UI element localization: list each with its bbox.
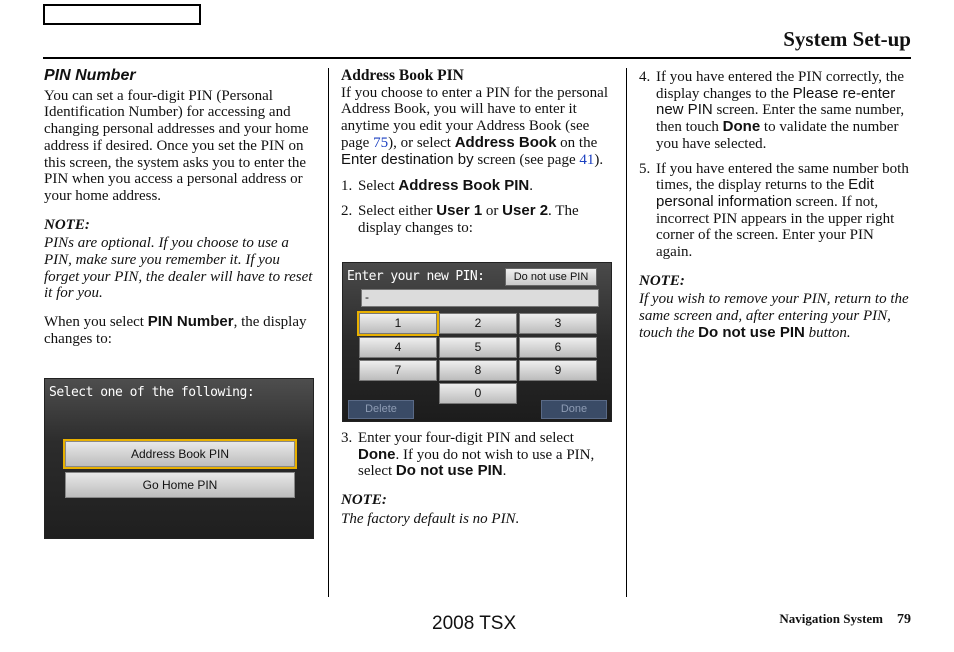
text-span: screen. Enter the same number, then touch (656, 102, 905, 136)
key-term: Address Book PIN (398, 177, 530, 195)
text-span: Enter your four-digit PIN and select (358, 430, 574, 446)
text-span: or (482, 202, 503, 219)
key-term: Done (722, 118, 761, 136)
text-span: If you have entered the same number both times, the display returns to the (656, 160, 909, 194)
text-span: . If you do not wish to use a PIN, select (358, 446, 595, 480)
text-span: on the (556, 134, 598, 151)
note-text (639, 291, 911, 341)
key-7[interactable]: 7 (359, 360, 437, 381)
address-book-pin-button[interactable]: Address Book PIN (65, 441, 295, 467)
step-3 (341, 430, 613, 480)
step-number: 4. (639, 69, 651, 85)
column-divider-2 (626, 68, 627, 597)
screenshot-pin-entry (342, 262, 612, 422)
key-term: Do not use PIN (698, 323, 805, 341)
column-address-book-pin (341, 68, 613, 236)
section-heading: Address Book PIN (341, 67, 464, 84)
key-term: User 2 (502, 201, 549, 219)
intro-paragraph (341, 85, 613, 169)
screen-name: Please re-enter new PIN (656, 84, 896, 119)
text-span: to validate the number you have selected. (656, 119, 899, 152)
text-span: screen (see page (473, 151, 580, 168)
text-span: If you choose to enter a PIN for the personal Address Book, you will have to enter it anytime you edit your Address Book (see page (341, 84, 608, 151)
screenshot-pin-menu (44, 378, 314, 539)
screen-title: Enter your new PIN: (347, 269, 485, 284)
column-address-book-pin-continued (341, 430, 613, 528)
key-9[interactable]: 9 (519, 360, 597, 381)
key-5[interactable]: 5 (439, 337, 517, 358)
text-span: Select (358, 178, 399, 195)
page-link[interactable]: 75 (373, 134, 389, 151)
note-text: The factory default is no PIN. (341, 510, 520, 527)
screen-title: Select one of the following: (49, 385, 255, 400)
note-text: PINs are optional. If you choose to use a PIN, make sure you remember it. If you forget your PIN, the dealer will have to reset it for you. (44, 235, 313, 302)
key-4[interactable]: 4 (359, 337, 437, 358)
key-3[interactable]: 3 (519, 313, 597, 334)
text-span: Select either (358, 202, 437, 219)
pin-input-field[interactable]: - (361, 289, 599, 307)
header-rule (43, 57, 911, 59)
done-button[interactable]: Done (541, 400, 607, 419)
step-2 (341, 203, 613, 236)
note-label: NOTE: (44, 216, 90, 233)
intro-paragraph: You can set a four-digit PIN (Personal Identification Number) for accessing and changing personal addresses and your home address if desired. Once you set the PIN on this screen, the system asks you to enter the PIN when you access a personal address or your home address. (44, 87, 309, 204)
page-title: System Set-up (783, 27, 911, 51)
step-number: 2. (341, 202, 353, 219)
step-4 (639, 69, 911, 153)
header-tab-box (43, 4, 201, 25)
key-0[interactable]: 0 (439, 383, 517, 404)
page-number: 79 (897, 612, 911, 627)
key-2[interactable]: 2 (439, 313, 517, 334)
text-span: . (529, 178, 534, 195)
step-1 (341, 178, 613, 195)
key-term: Do not use PIN (395, 462, 503, 480)
key-term: Address Book (454, 133, 557, 151)
key-term: PIN Number (147, 313, 234, 331)
column-pin-number (44, 68, 316, 348)
text-span: . (502, 463, 507, 480)
key-8[interactable]: 8 (439, 360, 517, 381)
screen-name: Enter destination by (341, 150, 474, 168)
footer-nav (779, 611, 911, 628)
column-pin-confirmation (639, 68, 911, 342)
delete-button[interactable]: Delete (348, 400, 414, 419)
text-span: . The display changes to: (358, 202, 579, 236)
key-6[interactable]: 6 (519, 337, 597, 358)
select-paragraph (44, 314, 316, 347)
page-link[interactable]: 41 (579, 151, 595, 168)
text-span: screen. If not, incorrect PIN appears in the upper right corner of the screen. Enter your PIN again. (656, 193, 895, 261)
text-span: , the display changes to: (44, 314, 307, 347)
step-number: 5. (639, 160, 651, 177)
note-label: NOTE: (341, 492, 387, 509)
text-span: If you have entered the PIN correctly, the display changes to the (656, 69, 905, 102)
footer-section: Navigation System (779, 611, 883, 626)
note-label: NOTE: (639, 272, 685, 289)
key-1[interactable]: 1 (359, 313, 437, 334)
key-term: User 1 (436, 201, 483, 219)
text-span: When you select (44, 314, 148, 331)
text-span: If you wish to remove your PIN, return to the same screen and, after entering your PIN, touch the (639, 291, 909, 341)
do-not-use-pin-button[interactable]: Do not use PIN (505, 268, 597, 286)
footer-model: 2008 TSX (432, 613, 517, 634)
step-5 (639, 161, 911, 261)
screen-name: Edit personal information (656, 176, 874, 210)
section-heading: PIN Number (44, 67, 136, 84)
text-span: ), or select (388, 134, 455, 151)
column-divider-1 (328, 68, 329, 597)
key-term: Done (358, 445, 396, 463)
text-span: button. (804, 324, 851, 341)
step-number: 1. (341, 178, 353, 195)
step-number: 3. (341, 430, 353, 446)
text-span: ). (594, 151, 604, 168)
go-home-pin-button[interactable]: Go Home PIN (65, 472, 295, 498)
